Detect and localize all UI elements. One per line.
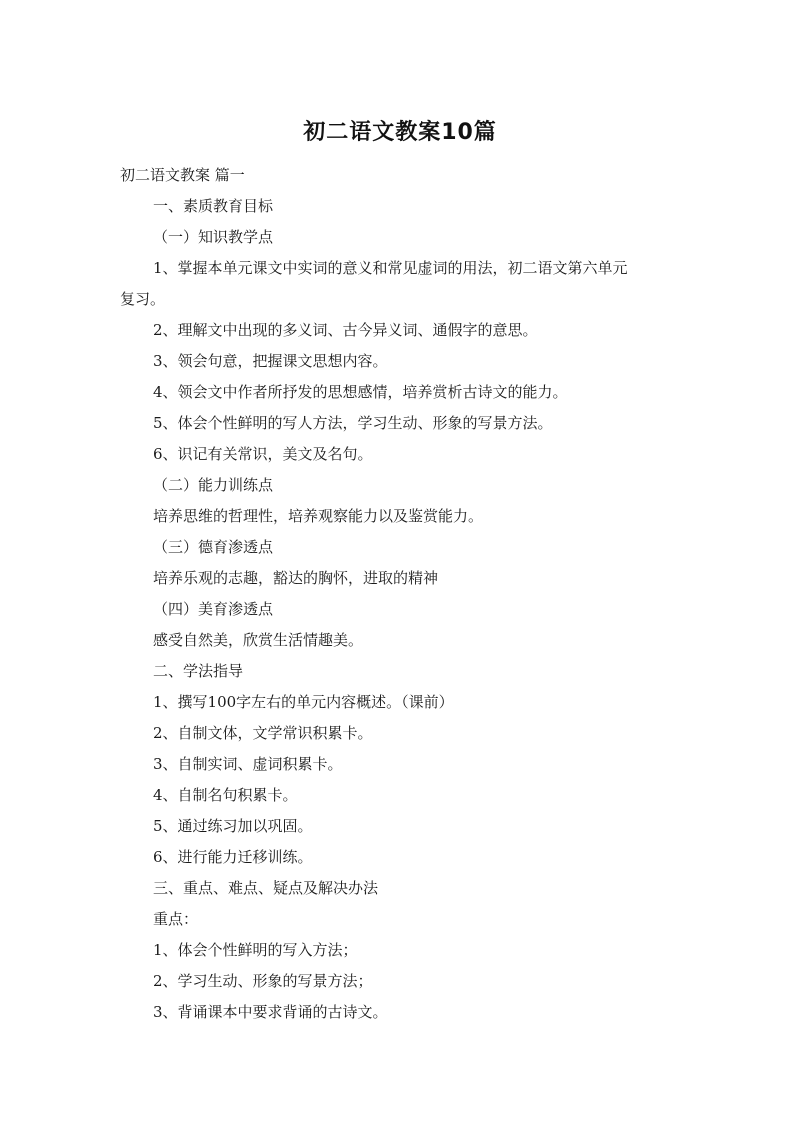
document-line: 5、通过练习加以巩固。 (153, 817, 313, 835)
document-line: （二）能力训练点 (153, 476, 274, 494)
document-line: 6、识记有关常识，美文及名句。 (153, 445, 373, 463)
document-line: 5、体会个性鲜明的写人方法，学习生动、形象的写景方法。 (153, 414, 553, 432)
document-line: 4、自制名句积累卡。 (153, 786, 298, 804)
document-line: 2、学习生动、形象的写景方法； (153, 972, 373, 990)
document-line: 1、撰写100字左右的单元内容概述。（课前） (153, 693, 454, 711)
document-line: （一）知识教学点 (153, 228, 274, 246)
document-body (120, 160, 680, 1028)
document-line: 1、掌握本单元课文中实词的意义和常见虚词的用法，初二语文第六单元 (153, 259, 628, 277)
document-line: 重点： (153, 910, 199, 928)
document-line: 4、领会文中作者所抒发的思想感情，培养赏析古诗文的能力。 (153, 383, 568, 401)
document-line: 二、学法指导 (153, 662, 244, 680)
document-line: 培养思维的哲理性，培养观察能力以及鉴赏能力。 (153, 507, 484, 525)
document-line: 1、体会个性鲜明的写入方法； (153, 941, 358, 959)
document-line: 培养乐观的志趣，豁达的胸怀，进取的精神 (153, 569, 439, 587)
document-line: 2、理解文中出现的多义词、古今异义词、通假字的意思。 (153, 321, 538, 339)
document-title: 初二语文教案10篇 (303, 120, 497, 145)
document-line: 6、进行能力迁移训练。 (153, 848, 313, 866)
document-line: 3、背诵课本中要求背诵的古诗文。 (153, 1003, 388, 1021)
document-line: 3、自制实词、虚词积累卡。 (153, 755, 343, 773)
document-line: 感受自然美，欣赏生活情趣美。 (153, 631, 364, 649)
document-line: 一、素质教育目标 (153, 197, 274, 215)
document-line: 三、重点、难点、疑点及解决办法 (153, 879, 379, 897)
document-line: 初二语文教案 篇一 (120, 166, 245, 184)
document-line: 3、领会句意，把握课文思想内容。 (153, 352, 388, 370)
document-line: 复习。 (120, 290, 166, 308)
document-line: （四）美育渗透点 (153, 600, 274, 618)
document-line: 2、自制文体，文学常识积累卡。 (153, 724, 373, 742)
document-line: （三）德育渗透点 (153, 538, 274, 556)
